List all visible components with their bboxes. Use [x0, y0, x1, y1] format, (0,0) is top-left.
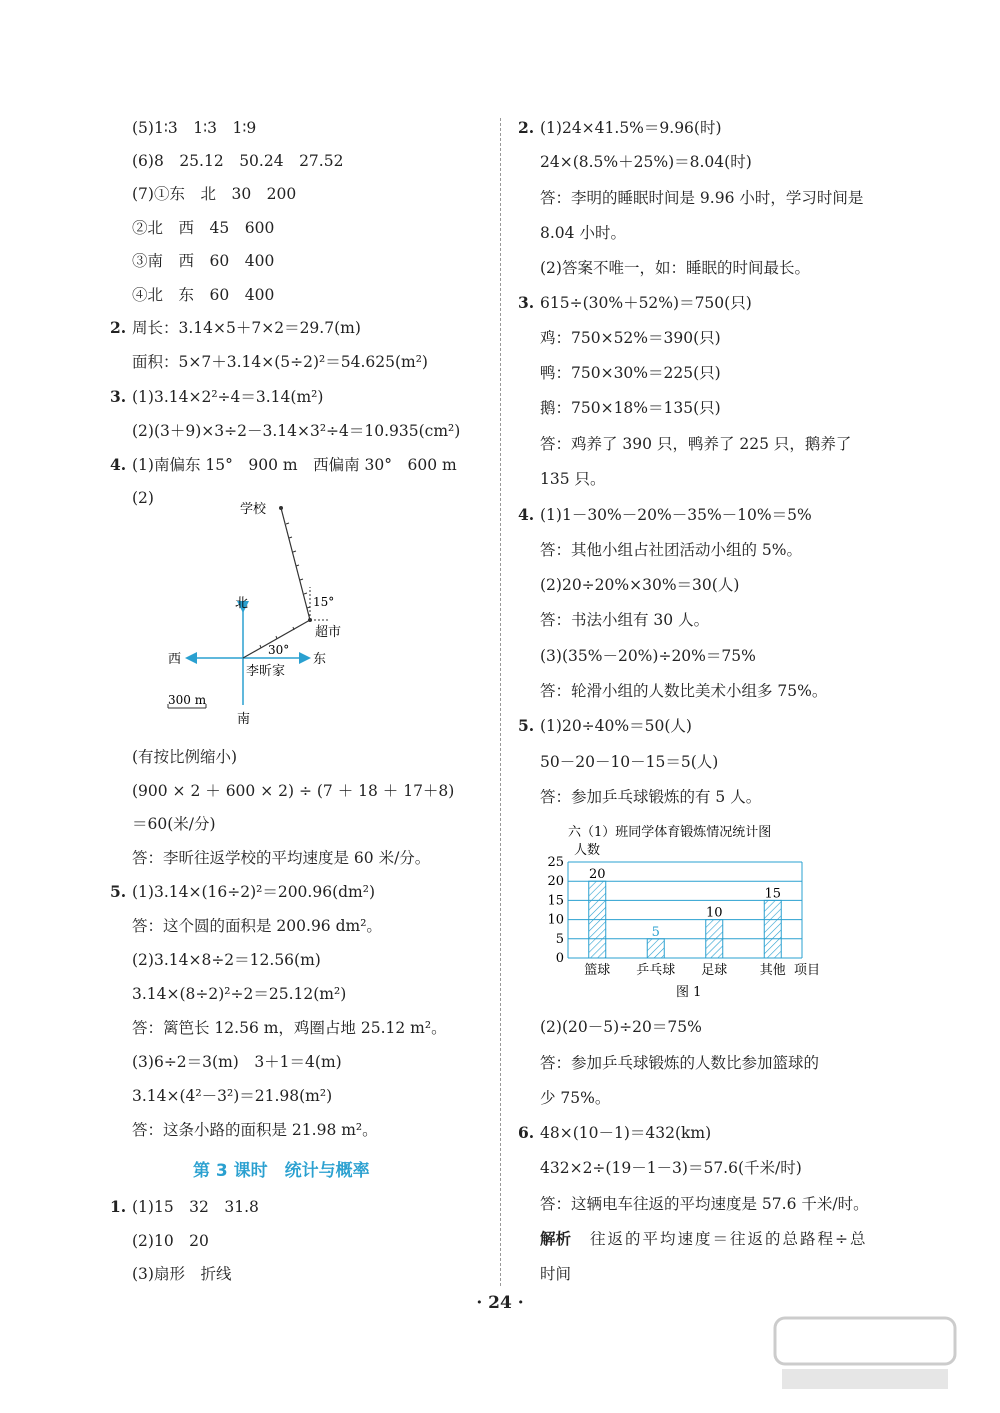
line-text: (1)3.14×(16÷2)²＝200.96(dm²) — [132, 883, 375, 901]
left-line — [132, 1086, 332, 1106]
line-text: 答：这辆电车往返的平均速度是 57.6 千米/时。 — [540, 1195, 869, 1213]
line-text: 答：参加乒乓球锻炼的人数比参加篮球的 — [540, 1054, 820, 1072]
right-line — [518, 293, 752, 313]
line-text: ④北 东 60 400 — [132, 286, 275, 304]
left-line — [132, 984, 346, 1004]
left-line — [132, 747, 237, 767]
right-line — [540, 434, 851, 454]
left-line — [110, 318, 361, 338]
line-text: ＝60(米/分) — [132, 815, 216, 833]
line-text: 周长：3.14×5＋7×2＝29.7(m) — [132, 319, 361, 337]
line-text: 答：这个圆的面积是 200.96 dm²。 — [132, 917, 382, 935]
analysis-line — [540, 1229, 867, 1249]
label-angle1: 15° — [313, 595, 335, 609]
line-text: 鸭：750×30%＝225(只) — [540, 364, 721, 382]
bar — [647, 939, 664, 958]
line-text: (2)答案不唯一，如：睡眠的时间最长。 — [540, 259, 810, 277]
label-west: 西 — [168, 652, 182, 667]
bar — [764, 900, 781, 958]
line-text: 答：参加乒乓球锻炼的有 5 人。 — [540, 788, 762, 806]
chart-caption: 图 1 — [676, 985, 702, 1000]
right-line — [540, 1158, 802, 1178]
line-text: 3.14×(4²－3²)＝21.98(m²) — [132, 1087, 333, 1105]
left-line — [132, 421, 460, 441]
right-line — [540, 610, 709, 630]
right-line — [540, 258, 810, 278]
y-tick-label: 15 — [547, 893, 564, 909]
line-text: (1)3.14×2²÷4＝3.14(m²) — [132, 388, 324, 406]
right-line — [540, 469, 606, 489]
label-north: 北 — [235, 596, 249, 611]
question-number: 1. — [110, 1197, 127, 1216]
line-text: 答：其他小组占社团活动小组的 5%。 — [540, 541, 803, 559]
category-label: 足球 — [701, 963, 728, 978]
bar-value-label: 10 — [705, 905, 723, 921]
line-text: 答：轮滑小组的人数比美术小组多 75%。 — [540, 682, 828, 700]
right-line — [540, 363, 721, 383]
question-number: 3. — [110, 387, 127, 406]
line-text: (2) — [132, 489, 154, 507]
bar-chart — [530, 820, 840, 1030]
right-line — [518, 716, 692, 736]
left-line — [132, 488, 154, 508]
line-text: 答：鸡养了 390 只，鸭养了 225 只，鹅养了 — [540, 435, 852, 453]
page-number: · 24 · — [476, 1293, 524, 1313]
line-text: 135 只。 — [540, 470, 606, 488]
line-text: (1)南偏东 15° 900 m 西偏南 30° 600 m — [132, 456, 457, 474]
right-line — [540, 152, 752, 172]
label-scale: 300 m — [168, 693, 207, 707]
question-number: 2. — [518, 118, 535, 137]
label-angle2: 30° — [268, 643, 290, 657]
right-line — [540, 1088, 610, 1108]
right-line — [540, 1264, 571, 1284]
line-text: 24×(8.5%＋25%)＝8.04(时) — [540, 153, 752, 171]
line-text: ③南 西 60 400 — [132, 252, 275, 270]
question-number: 2. — [110, 318, 127, 337]
left-line — [132, 1264, 231, 1284]
route-map — [160, 495, 360, 735]
analysis-label: 解析 — [540, 1230, 572, 1248]
y-tick-label: 0 — [555, 951, 564, 966]
left-line — [132, 1231, 209, 1251]
left-line — [110, 387, 324, 407]
right-line — [540, 540, 802, 560]
line-text: 答：李昕往返学校的平均速度是 60 米/分。 — [132, 849, 431, 867]
left-line — [132, 352, 428, 372]
label-school: 学校 — [240, 502, 267, 517]
left-line — [110, 455, 457, 475]
line-text: (3)扇形 折线 — [132, 1265, 232, 1283]
y-tick-label: 25 — [547, 855, 564, 870]
line-text: (6)8 25.12 50.24 27.52 — [132, 152, 344, 170]
line-text: (1)15 32 31.8 — [132, 1198, 259, 1216]
left-line — [132, 1052, 342, 1072]
line-text: (2)20÷20%×30%＝30(人) — [540, 576, 740, 594]
line-text: 3.14×(8÷2)²÷2＝25.12(m²) — [132, 985, 347, 1003]
left-line — [132, 218, 274, 238]
question-number: 5. — [110, 882, 127, 901]
right-line — [540, 752, 718, 772]
bar — [589, 881, 606, 958]
chart-ylabel: 人数 — [574, 843, 601, 858]
line-text: (1)1－30%－20%－35%－10%＝5% — [540, 506, 812, 524]
left-line — [132, 285, 274, 305]
line-text: 面积：5×7＋3.14×(5÷2)²＝54.625(m²) — [132, 353, 428, 371]
line-text: (2)(20－5)÷20＝75% — [540, 1018, 702, 1036]
line-text: (2)(3＋9)×3÷2－3.14×3²÷4＝10.935(cm²) — [132, 422, 461, 440]
line-text: 鹅：750×18%＝135(只) — [540, 399, 721, 417]
line-text: (2)3.14×8÷2＝12.56(m) — [132, 951, 321, 969]
line-text: 答：李明的睡眠时间是 9.96 小时，学习时间是 — [540, 189, 864, 207]
line-text: 答：这条小路的面积是 21.98 m²。 — [132, 1121, 378, 1139]
line-text: 50－20－10－15＝5(人) — [540, 753, 719, 771]
category-label: 其他 — [759, 963, 786, 978]
chart-xlabel: 项目 — [794, 963, 821, 978]
line-text: (7)①东 北 30 200 — [132, 185, 297, 203]
line-text: 432×2÷(19－1－3)＝57.6(千米/时) — [540, 1159, 802, 1177]
line-text: 少 75%。 — [540, 1089, 611, 1107]
watermark-logo — [770, 1313, 960, 1393]
analysis-text: 往返的平均速度＝往返的总路程÷总 — [589, 1230, 868, 1248]
chart-title: 六（1）班同学体育锻炼情况统计图 — [568, 825, 772, 840]
line-text: (900 × 2 ＋ 600 × 2) ÷ (7 ＋ 18 ＋ 17＋8) — [132, 782, 455, 800]
line-text: (1)20÷40%＝50(人) — [540, 717, 692, 735]
line-text: (有按比例缩小) — [132, 748, 238, 766]
y-tick-label: 5 — [555, 931, 564, 947]
right-line — [518, 118, 722, 138]
question-number: 3. — [518, 293, 535, 312]
category-label: 篮球 — [584, 963, 611, 978]
line-text: (3)(35%－20%)÷20%＝75% — [540, 647, 756, 665]
line-text: 鸡：750×52%＝390(只) — [540, 329, 721, 347]
line-text: (5)1∶3 1∶3 1∶9 — [132, 119, 257, 137]
right-line — [540, 398, 721, 418]
line-text: 48×(10－1)＝432(km) — [540, 1124, 712, 1142]
column-divider — [500, 118, 501, 1286]
label-east: 东 — [313, 652, 327, 667]
right-line — [540, 575, 739, 595]
left-line — [132, 251, 274, 271]
question-number: 4. — [110, 455, 127, 474]
left-line — [132, 814, 216, 834]
line-text: 8.04 小时。 — [540, 224, 626, 242]
bar — [706, 920, 723, 958]
label-south: 南 — [237, 712, 251, 727]
line-text: 答：书法小组有 30 人。 — [540, 611, 710, 629]
question-number: 4. — [518, 505, 535, 524]
left-line — [132, 916, 382, 936]
line-text: ②北 西 45 600 — [132, 219, 275, 237]
bar-value-label: 20 — [588, 867, 606, 883]
y-tick-label: 20 — [547, 874, 564, 890]
left-line — [110, 1197, 259, 1217]
right-line — [540, 1194, 869, 1214]
question-number: 6. — [518, 1123, 535, 1142]
line-text: (2)10 20 — [132, 1232, 209, 1250]
right-line — [540, 787, 761, 807]
line-text: (1)24×41.5%＝9.96(时) — [540, 119, 722, 137]
route-supermarket-school — [281, 508, 310, 620]
right-line — [540, 188, 863, 208]
question-number: 5. — [518, 716, 535, 735]
right-line — [518, 1123, 712, 1143]
left-line — [132, 151, 343, 171]
right-line — [540, 328, 721, 348]
section-heading: 第 3 课时 统计与概率 — [193, 1161, 370, 1181]
left-line — [132, 1120, 378, 1140]
label-home: 李昕家 — [246, 664, 286, 679]
left-line — [132, 1018, 447, 1038]
left-line — [132, 781, 454, 801]
bar-value-label: 15 — [764, 886, 782, 902]
line-text: 时间 — [540, 1265, 572, 1283]
left-line — [110, 882, 375, 902]
category-label: 乒乓球 — [636, 963, 676, 978]
line-text: 615÷(30%＋52%)＝750(只) — [540, 294, 752, 312]
left-line — [132, 950, 321, 970]
right-line — [518, 505, 812, 525]
left-line — [132, 848, 430, 868]
right-line — [540, 646, 756, 666]
right-line — [540, 223, 626, 243]
right-line — [540, 1053, 819, 1073]
right-line — [540, 681, 827, 701]
left-line — [132, 118, 256, 138]
line-text: (3)6÷2＝3(m) 3＋1＝4(m) — [132, 1053, 342, 1071]
left-line — [132, 184, 296, 204]
y-tick-label: 10 — [547, 912, 564, 928]
bar-value-label: 5 — [651, 924, 660, 940]
line-text: 答：篱笆长 12.56 m，鸡圈占地 25.12 m²。 — [132, 1019, 447, 1037]
label-supermarket: 超市 — [315, 625, 342, 640]
